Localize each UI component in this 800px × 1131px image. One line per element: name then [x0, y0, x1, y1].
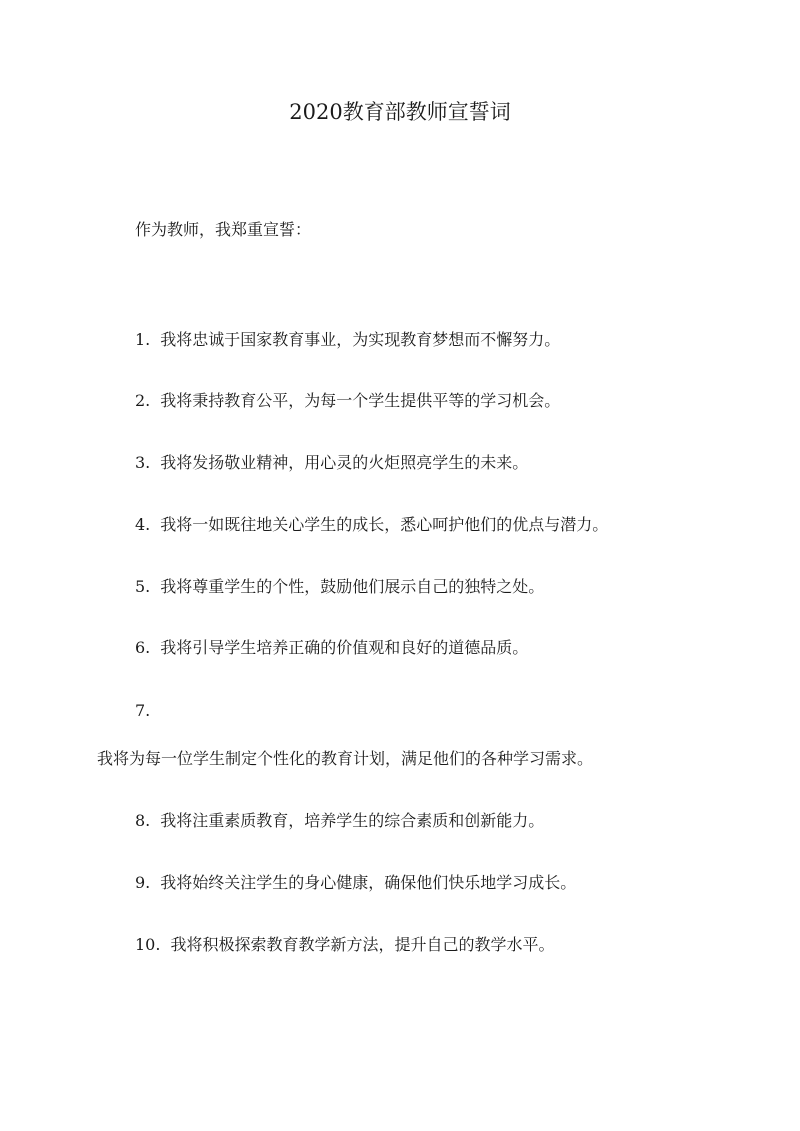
list-item-1 — [135, 328, 560, 352]
list-item-10 — [135, 933, 554, 957]
list-item-text: 我将积极探索教育教学新方法，提升自己的教学水平。 — [170, 935, 555, 954]
list-item-number: 1. — [135, 330, 151, 349]
list-item-text: 我将忠诚于国家教育事业，为实现教育梦想而不懈努力。 — [160, 330, 561, 349]
list-item-number: 5. — [135, 577, 151, 596]
list-item-text: 我将注重素质教育，培养学生的综合素质和创新能力。 — [160, 811, 545, 830]
list-item-9 — [135, 871, 576, 895]
list-item-4 — [135, 513, 608, 537]
list-item-number: 10. — [135, 935, 161, 954]
list-item-7 — [135, 699, 160, 723]
list-item-number: 6. — [135, 638, 151, 657]
list-item-3 — [135, 451, 528, 475]
list-item-8 — [135, 809, 544, 833]
list-item-text: 我将秉持教育公平，为每一个学生提供平等的学习机会。 — [160, 391, 561, 410]
list-item-7-text: 我将为每一位学生制定个性化的教育计划，满足他们的各种学习需求。 — [97, 749, 594, 768]
list-item-text: 我将尊重学生的个性，鼓励他们展示自己的独特之处。 — [160, 577, 545, 596]
list-item-number: 2. — [135, 391, 151, 410]
list-item-number: 8. — [135, 811, 151, 830]
list-item-number: 4. — [135, 515, 151, 534]
intro-text: 作为教师，我郑重宣誓： — [135, 220, 312, 239]
list-item-number: 7. — [135, 701, 151, 720]
list-item-number: 3. — [135, 453, 151, 472]
list-item-number: 9. — [135, 873, 151, 892]
list-item-5 — [135, 575, 544, 599]
list-item-6 — [135, 636, 528, 660]
list-item-text: 我将引导学生培养正确的价值观和良好的道德品质。 — [160, 638, 529, 657]
list-item-text: 我将发扬敬业精神，用心灵的火炬照亮学生的未来。 — [160, 453, 529, 472]
page-title: 2020教育部教师宣誓词 — [289, 100, 511, 124]
list-item-text: 我将一如既往地关心学生的成长，悉心呵护他们的优点与潜力。 — [160, 515, 609, 534]
list-item-text: 我将始终关注学生的身心健康，确保他们快乐地学习成长。 — [160, 873, 577, 892]
list-item-2 — [135, 389, 560, 413]
